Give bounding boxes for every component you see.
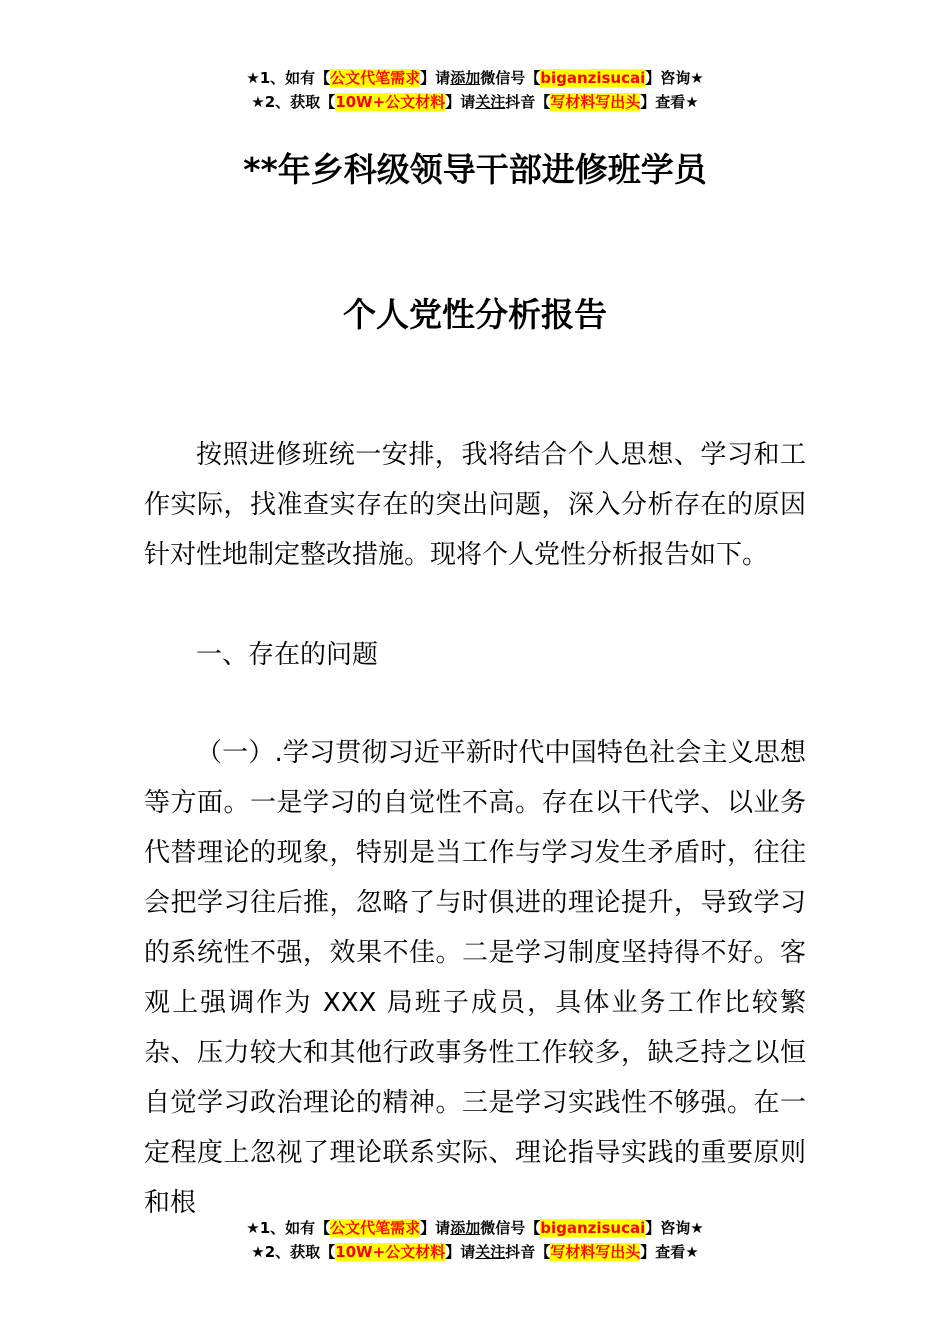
promo-text: 】查看★ bbox=[640, 93, 699, 111]
promo-banner-top bbox=[0, 66, 950, 114]
promo-banner-bottom bbox=[0, 1216, 950, 1264]
document-title-line-1: **年乡科级领导干部进修班学员 bbox=[243, 150, 707, 189]
promo-highlight: 写材料写出头 bbox=[550, 1243, 641, 1261]
promo-underlined: 添加 bbox=[450, 69, 481, 87]
promo-highlight: 写材料写出头 bbox=[550, 93, 641, 111]
promo-text: ★1、如有【 bbox=[246, 1219, 331, 1237]
intro-paragraph: 按照进修班统一安排，我将结合个人思想、学习和工作实际，找准查实存在的突出问题，深入分析存在的原因针对性地制定整改措施。现将个人党性分析报告如下。 bbox=[144, 440, 806, 570]
promo-underlined: 添加 bbox=[450, 1219, 481, 1237]
promo-text: 】咨询★ bbox=[645, 69, 704, 87]
promo-text: 】请 bbox=[420, 1219, 451, 1237]
promo-text: 】请 bbox=[420, 69, 451, 87]
promo-text: 】咨询★ bbox=[645, 1219, 704, 1237]
promo-highlight: 10W+公文材料 bbox=[335, 93, 446, 111]
section-heading: 一、存在的问题 bbox=[196, 640, 379, 670]
document-title-line-2: 个人党性分析报告 bbox=[343, 295, 607, 334]
promo-underlined: 关注 bbox=[475, 93, 506, 111]
promo-line-1 bbox=[0, 66, 950, 90]
promo-highlight: 10W+公文材料 bbox=[335, 1243, 446, 1261]
promo-line-2 bbox=[0, 1240, 950, 1264]
promo-highlight: 公文代笔需求 bbox=[330, 1219, 421, 1237]
promo-line-1 bbox=[0, 1216, 950, 1240]
promo-text: ★2、获取【 bbox=[251, 1243, 336, 1261]
promo-text: 抖音【 bbox=[505, 93, 551, 111]
promo-highlight: biganzisucai bbox=[540, 69, 646, 87]
promo-highlight: biganzisucai bbox=[540, 1219, 646, 1237]
promo-highlight: 公文代笔需求 bbox=[330, 69, 421, 87]
promo-text: ★1、如有【 bbox=[246, 69, 331, 87]
promo-text: 微信号【 bbox=[480, 69, 541, 87]
promo-text: 微信号【 bbox=[480, 1219, 541, 1237]
section-paragraph: （一）.学习贯彻习近平新时代中国特色社会主义思想等方面。一是学习的自觉性不高。存在以干代学、以业务代替理论的现象，特别是当工作与学习发生矛盾时，往往会把学习往后推，忽略了与时俱进的理论提升，导致学习的系统性不强，效果不佳。二是学习制度坚持得不好。客观上强调作为 XXX 局班子成员，具体业务工作比较繁杂、压力较大和其他行政事务性工作较多，缺乏持之以恒自觉学习政治理论的精神。三是学习实践性不够强。在一定程度上忽视了理论联系实际、理论指导实践的重要原则和根 bbox=[144, 738, 806, 1218]
promo-text: ★2、获取【 bbox=[251, 93, 336, 111]
promo-text: 抖音【 bbox=[505, 1243, 551, 1261]
promo-text: 】请 bbox=[445, 1243, 476, 1261]
promo-underlined: 关注 bbox=[475, 1243, 506, 1261]
promo-text: 】请 bbox=[445, 93, 476, 111]
promo-text: 】查看★ bbox=[640, 1243, 699, 1261]
promo-line-2 bbox=[0, 90, 950, 114]
